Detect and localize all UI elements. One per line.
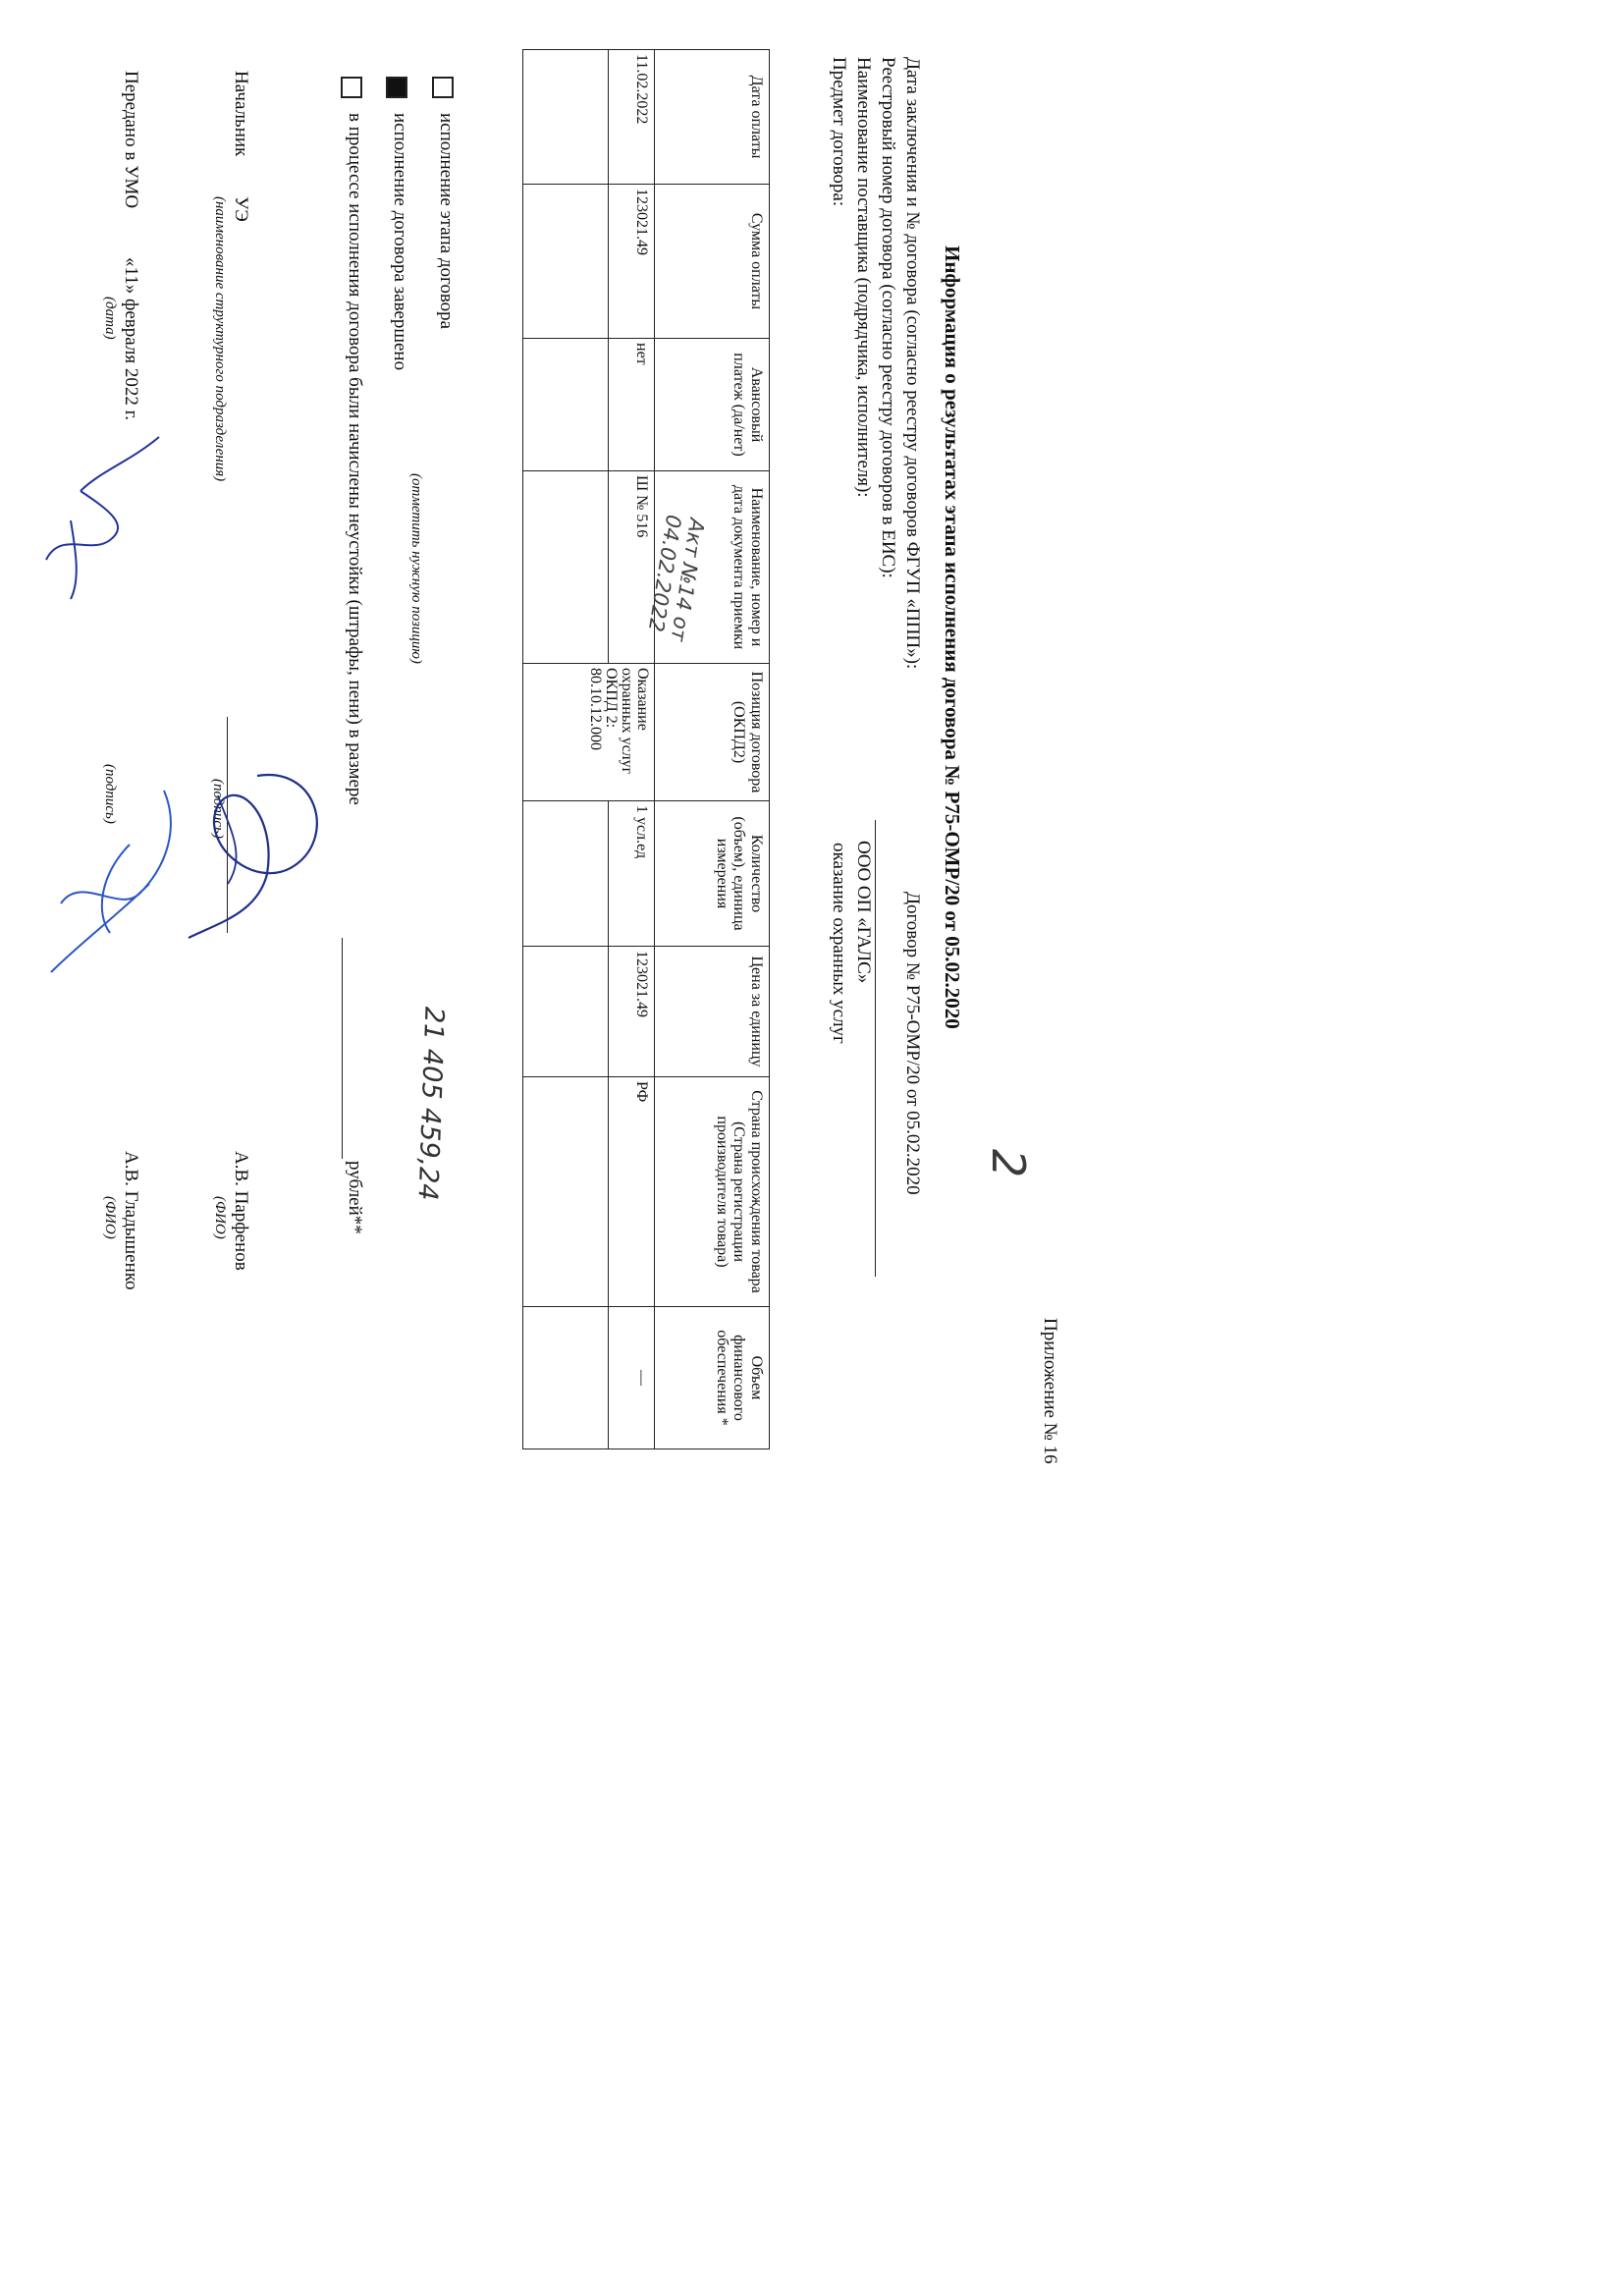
document-title: Информация о результатах этапа исполнения договора № Р75-ОМР/20 от 05.02.2020 (941, 246, 964, 1029)
handwritten-act-note: Акт №14 от 04.02.2022 (643, 513, 709, 643)
department: УЭ (231, 196, 251, 222)
head-signature (169, 756, 336, 953)
subject-value: оказание охранных услуг (829, 843, 849, 1044)
handwritten-page-number: 2 (982, 1149, 1035, 1178)
transfer-name: А.В. Гладышенко (121, 1151, 141, 1290)
col-header-country: Страна происхождения товара (Страна регистрации производителя товара) (655, 1077, 770, 1307)
contract-date-label: Дата заключения и № договора (согласно реестру договоров ФГУП «ППП»): (902, 57, 923, 670)
transfer-date-caption: (дата) (102, 297, 118, 340)
cell-position: Оказание охранных услуг ОКПД 2: 80.10.12.000 (523, 664, 655, 801)
table-row (609, 50, 655, 1449)
checkbox-penalties[interactable] (341, 77, 362, 98)
head-label: Начальник (231, 71, 251, 157)
department-caption: (наименование структурного подразделения) (212, 196, 228, 482)
registry-label: Реестровый номер договора (согласно реестру договоров в ЕИС): (878, 57, 898, 578)
rotated-sheet (0, 0, 1082, 1531)
option-penalties-label: в процессе исполнения договора были начислены неустойки (штрафы, пени) в размере (345, 113, 365, 805)
contract-date-value: Договор № Р75-ОМР/20 от 05.02.2020 (902, 892, 923, 1195)
col-header-position: Позиция договора (ОКПД2) (655, 664, 770, 801)
transfer-signature-1 (31, 432, 169, 609)
cell-amount: 123021.49 (609, 185, 655, 339)
cell-advance: нет (609, 339, 655, 471)
cell-pay-date: 11.02.2022 (609, 50, 655, 185)
option-penalties-suffix: рублей** (345, 1161, 365, 1234)
transfer-signature-2 (41, 786, 189, 982)
transfer-fio-caption: (ФИО) (102, 1196, 118, 1239)
cell-price: 123021.49 (609, 947, 655, 1077)
col-header-quantity: Количество (объем), единица измерения (655, 801, 770, 947)
transfer-date: «11» февраля 2022 г. (121, 257, 141, 420)
table-header-row (655, 50, 770, 1449)
handwritten-amount: 21 405 459,24 (411, 1006, 450, 1202)
transfer-sign-caption: (подпись) (102, 764, 118, 824)
cell-country: РФ (609, 1077, 655, 1307)
cell-finance: — (609, 1307, 655, 1449)
col-header-advance: Авансовый платеж (да/нет) (655, 339, 770, 471)
col-header-pay-date: Дата оплаты (655, 50, 770, 185)
option-note: (отметить нужную позицию) (408, 473, 424, 664)
payment-table (522, 49, 770, 1449)
head-fio-caption: (ФИО) (212, 1196, 228, 1239)
appendix-label: Приложение № 16 (1040, 1318, 1060, 1464)
col-header-finance: Объем финансового обеспечения * (655, 1307, 770, 1449)
checkbox-stage[interactable] (432, 77, 454, 98)
supplier-label: Наименование поставщика (подрядчика, исполнителя): (853, 57, 874, 498)
transfer-label: Передано в УМО (121, 71, 141, 209)
head-name: А.В. Парфенов (231, 1151, 251, 1271)
col-header-price: Цена за единицу (655, 947, 770, 1077)
option-completed-label: исполнение договора завершено (390, 113, 410, 371)
cell-quantity: 1 усл.ед (609, 801, 655, 947)
supplier-value: ООО ОП «ГАЛС» (853, 841, 874, 984)
subject-label: Предмет договора: (829, 57, 849, 207)
penalties-underline (342, 938, 343, 1159)
col-header-document: Наименование, номер и дата документа приемки (655, 471, 770, 664)
registry-underline (875, 820, 876, 1277)
cell-document: Ш № 516 (609, 471, 655, 664)
checkbox-completed[interactable] (386, 77, 407, 98)
head-sign-caption: (подпись) (210, 779, 226, 839)
document-page (0, 0, 1082, 1531)
col-header-amount: Сумма оплаты (655, 185, 770, 339)
option-stage-label: исполнение этапа договора (436, 113, 457, 330)
